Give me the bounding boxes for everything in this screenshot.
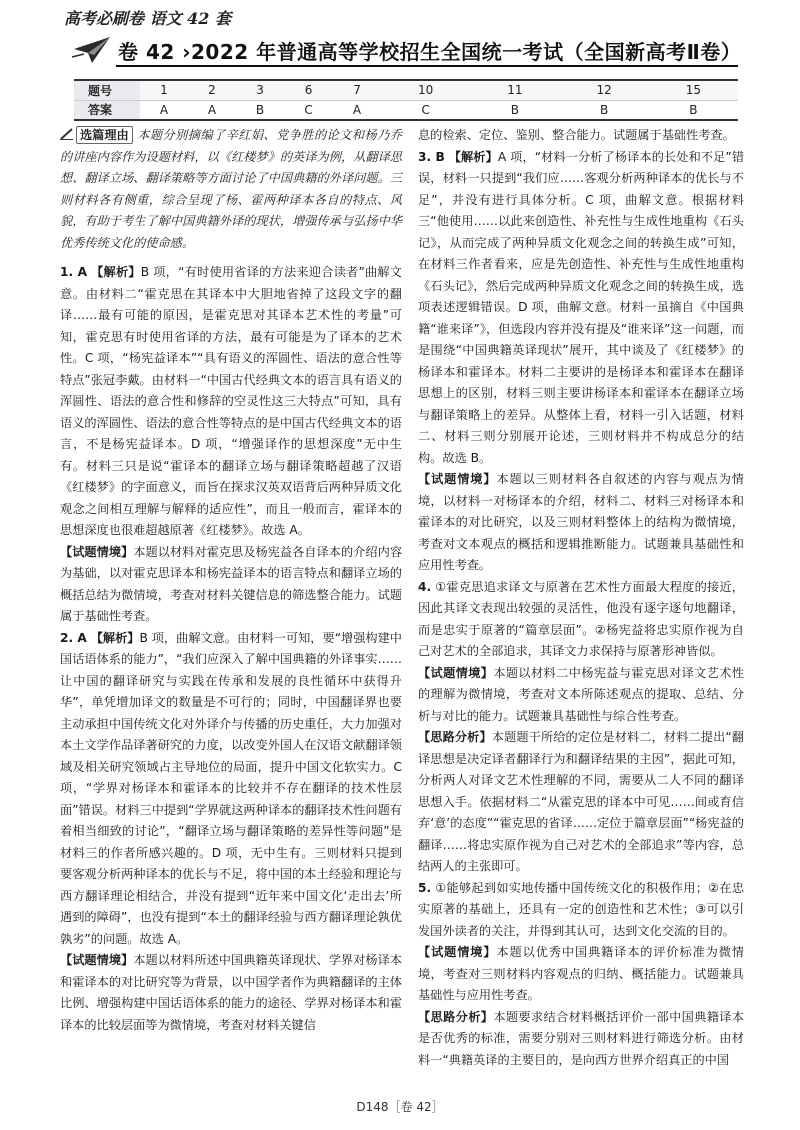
answer-cell: C [284,100,333,120]
question-number: 7 [333,80,381,100]
answer-table-row-answers [74,100,738,120]
exam-title: 卷 42 ›2022 年普通高等学校招生全国统一考试（全国新高考Ⅱ卷） [118,40,742,64]
section-tag: 【试题情境】 [418,665,494,680]
question-1 [60,262,402,542]
answer-cell: C [381,100,470,120]
question-5-answer: ①能够起到如实地传播中国传统文化的积极作用；②在忠实原著的基础上，还具有一定的创造性和艺术性；③可以引发国外读者的关注，并得到其认可，达到文化交流的目的。 [418,880,745,938]
selection-reason-label: 选篇理由 [76,126,133,144]
section-tag: 【解析】 [90,630,140,645]
answer-table-row-numbers [74,80,738,100]
answer-cell: B [649,100,738,120]
question-2-analysis: 【解析】B 项，曲解文意。由材料一可知，要“增强构建中国话语体系的能力”，“我们应深入了解中国典籍的外译事实……让中国的翻译研究与实践在传承和发展的良性循环中获得升华”，单凭增加译文的数量是不可行的；同时，中国翻译界也要主动承担中国传统文化对外译介与传播的历史重任，大力加强对本土文学作品译著研究的力度，以改变外国人在汉语文献翻译领域及相关研究领域占主导地位的局面，提升中国文化软实力。C 项，“学界对杨译本和霍译本的比较并不存在翻译的技术性层面”错误。材料三中提到“学界就这两种译本的翻译技术性问题有着相当细致的讨论”，“翻译立场与翻译策略的差异性等问题”是材料三的作者所感兴趣的。D 项，无中生有。三则材料只提到要客观分析两种译本的优长与不足，将中国的本土经验和理论与西方翻译理论相结合，并没有提到“近年来中国文化‘走出去’所遇到的障碍”，也没有提到“本土的翻译经验与西方翻译理论孰优孰劣”的问题。故选 A。 [60,630,402,946]
question-5 [418,878,744,943]
left-column [60,125,402,1036]
question-2-situation-continued: 息的检索、定位、鉴别、整合能力。试题属于基础性考查。 [418,128,735,142]
answer-cell: B [470,100,559,120]
question-3-situation: 【试题情境】本题以三则材料各自叙述的内容与观点为情境，以材料一对杨译本的介绍，材料二、材料三对杨译本和霍译本的对比研究，以及三则材料整体上的结构为微情境，考查对文本观点的概括和逻辑推断能力。试题兼具基础性和应用性考查。 [418,472,744,572]
section-tag: 【思路分析】 [418,1009,494,1024]
question-number: 15 [649,80,738,100]
pencil-icon [60,128,74,140]
question-1-answer: 1. A [60,265,88,279]
section-tag: 【解析】 [91,265,141,279]
right-column [418,125,744,1071]
row-label-answer: 答案 [74,100,140,120]
question-2-situation: 【试题情境】本题以材料所述中国典籍英译现状、学界对杨译本和霍译本的对比研究等为背景，以中国学者作为典籍翻译的主体比例、增强构建中国话语体系的能力的途径、学界对杨译本和霍译本的比较层面等为微情境，考查对材料关键信 [60,953,403,1032]
question-number: 10 [381,80,470,100]
question-2-answer: 2. A [60,630,87,645]
question-number: 3 [236,80,284,100]
section-tag: 【试题情境】 [418,472,497,486]
question-1-analysis: 【解析】B 项，“有时使用省译的方法来迎合读者”曲解文意。由材料二“霍克思在其译本中大胆地省掉了这段文字的翻译……最有可能的原因，是霍克思对其译本艺术性的考量”可知，霍克思有时使用省译的方法，最有可能是为了译本的艺术性。C 项，“杨宪益译本”“具有语义的浑圆性、语法的意合性等特点”张冠李戴。由材料一“中国古代经典文本的语言具有语义的浑圆性、语法的意合性和修辞的空灵性这三大特点”可知，具有语义的浑圆性、语法的意合性等特点的是中国古代经典文本的语言，不是杨宪益译本。D 项，“增强译作的思想深度”无中生有。材料三只是说“霍译本的翻译立场与翻译策略超越了汉语《红楼梦》的字面意义，而旨在探求汉英双语背后两种异质文化观念之间相互理解与解释的适应性”，而且一般而言，霍译本的思想深度也很难超越原著《红楼梦》。故选 A。 [60,265,402,537]
question-number: 12 [559,80,648,100]
question-3-analysis: 【解析】A 项，“材料一分析了杨译本的长处和不足”错误，材料一只提到“我们应……客观分析两种译本的优长与不足”，并没有进行具体分析。C 项，曲解文意。根据材料三“他使用……以此来创造性、补充性与生成性地重构《石头记》，从而完成了两种异质文化观念之间的转换生成”可知，在材料三作者看来，应是先创造性、补充性与生成性地重构《石头记》，然后完成两种异质文化观念之间的转换生成，选项表述逻辑错误。D 项，曲解文意。材料一虽摘自《中国典籍“谁来译”》，但选段内容并没有提及“谁来译”这一问题，而是围绕“中国典籍英译现状”展开，其中谈及了《红楼梦》的杨译本和霍译本。材料二主要讲的是杨译本和霍译本在翻译思想上的区别，材料三则主要讲杨译本和霍译本在翻译立场与翻译策略上的差异。从整体上看，材料一引入话题，材料二、材料三则分别展开论述，三则材料并不构成总分的结构。故选 B。 [418,149,745,465]
answer-cell: A [140,100,188,120]
title-rule [116,65,738,67]
section-tag: 【思路分析】 [418,730,492,744]
question-number: 11 [470,80,559,100]
question-4-situation: 【试题情境】本题以材料二中杨宪益与霍克思对译文艺术性的理解为微情境，考查对文本所陈述观点的提取、总结、分析与对比的能力。试题兼具基础性与综合性考查。 [418,665,745,723]
paper-plane-logo-icon [72,35,112,65]
question-4-analysis: 【思路分析】本题题干所给的定位是材料二，材料二提出“翻译思想是决定译者翻译行为和翻译结果的主因”，据此可知，分析两人对译文艺术性理解的不同，需要从二人不同的翻译思想入手。依据材料二“从霍克思的译本中可见……间或育信弃‘意’的态度”“霍克思的省译……定位于篇章层面”“杨宪益的翻译……将忠实原作视为自己对艺术的全部追求”等内容，总结两人的主张即可。 [418,730,744,873]
row-label-number: 题号 [74,80,140,100]
question-5-situation: 【试题情境】本题以优秀中国典籍译本的评价标准为微情境，考查对三则材料内容观点的归纳、概括能力。试题兼具基础性与应用性考查。 [418,945,744,1002]
answer-cell: A [333,100,381,120]
question-4 [418,577,744,663]
question-5-analysis: 【思路分析】本题要求结合材料概括评价一部中国典籍译本是否优秀的标准，需要分别对三则材料进行筛选分析。由材料一“典籍英译的主要目的，是向西方世界介绍真正的中国 [418,1009,745,1067]
question-2 [60,628,402,951]
question-4-number: 4. [418,579,432,594]
question-3-answer: 3. B [418,149,445,164]
page-number: D148［卷 42］ [356,1100,444,1114]
question-4-answer: ①霍克思追求译文与原著在艺术性方面最大程度的接近，因此其译文表现出较强的灵活性，他没有逐字逐句地翻译，而是忠实于原著的“篇章层面”。②杨宪益将忠实原作视为自己对艺术的全部追求，其译文力求保持与原著形神皆似。 [418,579,744,658]
question-number: 6 [284,80,333,100]
selection-reason [60,125,402,254]
question-1-situation: 【试题情境】本题以材料对霍克思及杨宪益各自译本的介绍内容为基础，以对霍克思译本和杨宪益译本的语言特点和翻译立场的概括总结为微情境，考查对材料关键信息的筛选整合能力。试题属于基础性考查。 [60,544,403,623]
series-label: 高考必刷卷 语文 42 套 [64,9,231,28]
exam-title-bar [62,33,742,67]
section-tag: 【解析】 [448,149,498,164]
answer-table [74,79,738,121]
question-3 [418,147,744,470]
answer-cell: B [559,100,648,120]
answer-cell: B [236,100,284,120]
section-tag: 【试题情境】 [418,945,497,959]
selection-reason-text: 本题分别摘编了辛红娟、党争胜的论文和杨乃乔的讲座内容作为设题材料，以《红楼梦》的英译为例，从翻译思想、翻译立场、翻译策略等方面讨论了中国典籍的外译问题。三则材料各有侧重，综合呈现了杨、霍两种译本各自的特点、风貌，有助于考生了解中国典籍外译的现状，增强传承与弘扬中华优秀传统文化的使命感。 [60,128,402,250]
section-tag: 【试题情境】 [60,544,134,559]
question-number: 2 [188,80,236,100]
section-tag: 【试题情境】 [60,953,134,967]
answer-cell: A [188,100,236,120]
question-5-number: 5. [418,880,432,895]
question-number: 1 [140,80,188,100]
